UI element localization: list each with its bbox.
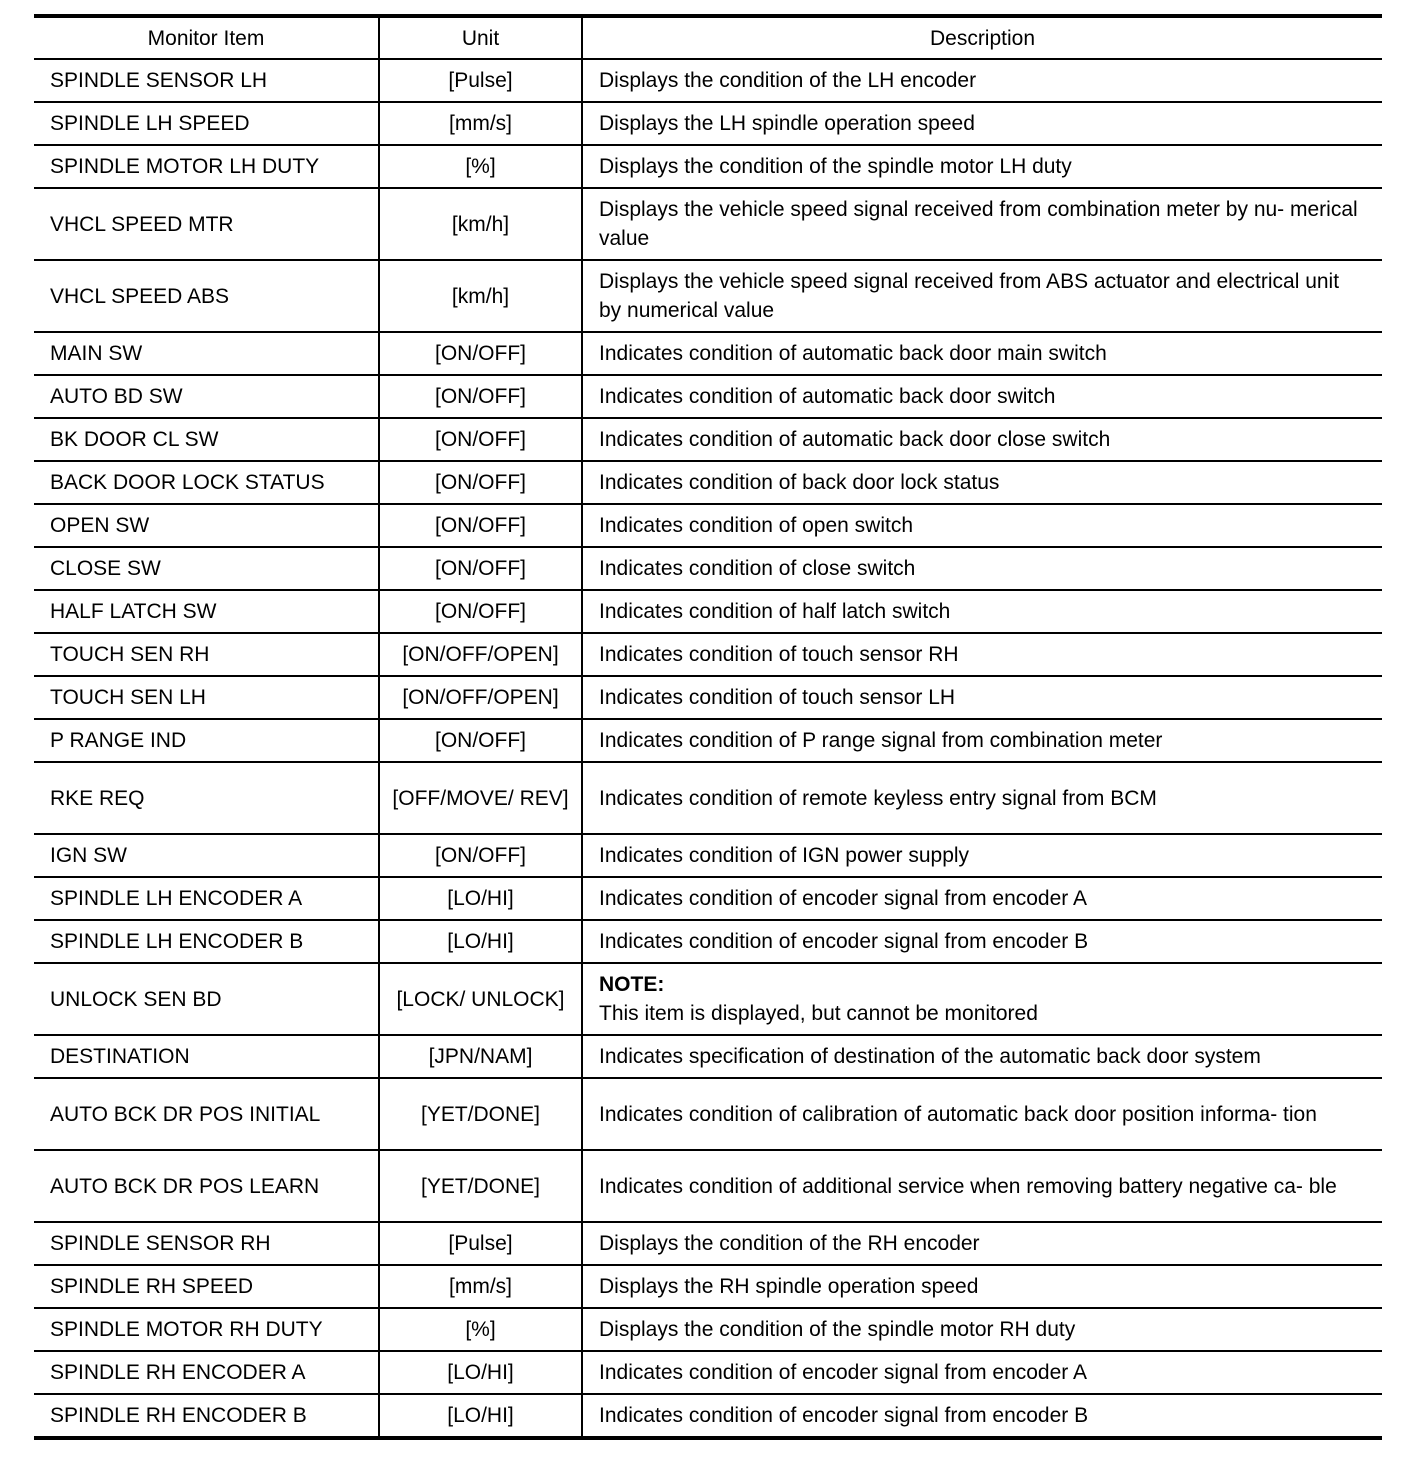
monitor-item-table bbox=[34, 14, 1382, 1440]
monitor-item-cell: UNLOCK SEN BD bbox=[34, 963, 379, 1035]
monitor-item-cell: AUTO BD SW bbox=[34, 375, 379, 418]
header-unit: Unit bbox=[379, 16, 582, 59]
unit-cell: [ON/OFF] bbox=[379, 332, 582, 375]
description-cell: Indicates condition of encoder signal from encoder B bbox=[582, 920, 1382, 963]
table-row bbox=[34, 260, 1382, 332]
description-cell: Indicates condition of IGN power supply bbox=[582, 834, 1382, 877]
monitor-item-cell: OPEN SW bbox=[34, 504, 379, 547]
monitor-item-cell: SPINDLE RH ENCODER A bbox=[34, 1351, 379, 1394]
unit-cell: [ON/OFF] bbox=[379, 461, 582, 504]
unit-cell: [mm/s] bbox=[379, 102, 582, 145]
table-row bbox=[34, 188, 1382, 260]
table-row bbox=[34, 102, 1382, 145]
description-cell: Indicates condition of remote keyless entry signal from BCM bbox=[582, 762, 1382, 834]
monitor-item-cell: P RANGE IND bbox=[34, 719, 379, 762]
table-row bbox=[34, 1150, 1382, 1222]
unit-cell: [mm/s] bbox=[379, 1265, 582, 1308]
description-cell: Indicates condition of touch sensor RH bbox=[582, 633, 1382, 676]
monitor-item-cell: VHCL SPEED MTR bbox=[34, 188, 379, 260]
unit-cell: [YET/DONE] bbox=[379, 1078, 582, 1150]
unit-cell: [Pulse] bbox=[379, 59, 582, 102]
monitor-item-cell: SPINDLE MOTOR RH DUTY bbox=[34, 1308, 379, 1351]
monitor-item-cell: SPINDLE LH ENCODER A bbox=[34, 877, 379, 920]
table-row bbox=[34, 1308, 1382, 1351]
table-row bbox=[34, 1035, 1382, 1078]
table-row bbox=[34, 418, 1382, 461]
unit-cell: [ON/OFF] bbox=[379, 418, 582, 461]
table-header-row bbox=[34, 16, 1382, 59]
table-row bbox=[34, 590, 1382, 633]
monitor-item-cell: SPINDLE RH ENCODER B bbox=[34, 1394, 379, 1438]
description-cell: Indicates condition of touch sensor LH bbox=[582, 676, 1382, 719]
unit-cell: [LO/HI] bbox=[379, 920, 582, 963]
description-cell: Displays the condition of the RH encoder bbox=[582, 1222, 1382, 1265]
description-cell: Displays the condition of the spindle motor RH duty bbox=[582, 1308, 1382, 1351]
description-cell: Indicates condition of automatic back door close switch bbox=[582, 418, 1382, 461]
unit-cell: [km/h] bbox=[379, 260, 582, 332]
monitor-item-cell: VHCL SPEED ABS bbox=[34, 260, 379, 332]
description-cell: Indicates condition of encoder signal from encoder B bbox=[582, 1394, 1382, 1438]
description-cell: Indicates condition of automatic back door switch bbox=[582, 375, 1382, 418]
unit-cell: [LO/HI] bbox=[379, 877, 582, 920]
monitor-item-cell: SPINDLE LH SPEED bbox=[34, 102, 379, 145]
table-row bbox=[34, 633, 1382, 676]
monitor-item-cell: DESTINATION bbox=[34, 1035, 379, 1078]
unit-cell: [ON/OFF] bbox=[379, 375, 582, 418]
description-cell: Displays the RH spindle operation speed bbox=[582, 1265, 1382, 1308]
description-cell: Displays the vehicle speed signal received from ABS actuator and electrical unit by numerical value bbox=[582, 260, 1382, 332]
description-cell: Displays the condition of the spindle motor LH duty bbox=[582, 145, 1382, 188]
description-cell: Indicates condition of additional service when removing battery negative ca- ble bbox=[582, 1150, 1382, 1222]
table-row bbox=[34, 963, 1382, 1035]
table-row bbox=[34, 1078, 1382, 1150]
description-cell: Indicates condition of close switch bbox=[582, 547, 1382, 590]
table-row bbox=[34, 504, 1382, 547]
description-cell: Indicates condition of calibration of automatic back door position informa- tion bbox=[582, 1078, 1382, 1150]
monitor-item-cell: SPINDLE MOTOR LH DUTY bbox=[34, 145, 379, 188]
unit-cell: [YET/DONE] bbox=[379, 1150, 582, 1222]
table-row bbox=[34, 461, 1382, 504]
monitor-item-cell: HALF LATCH SW bbox=[34, 590, 379, 633]
unit-cell: [ON/OFF/OPEN] bbox=[379, 633, 582, 676]
description-cell: Indicates condition of open switch bbox=[582, 504, 1382, 547]
unit-cell: [km/h] bbox=[379, 188, 582, 260]
description-cell: Indicates condition of encoder signal from encoder A bbox=[582, 877, 1382, 920]
unit-cell: [ON/OFF/OPEN] bbox=[379, 676, 582, 719]
table-row bbox=[34, 1222, 1382, 1265]
description-cell: Indicates specification of destination of the automatic back door system bbox=[582, 1035, 1382, 1078]
table-row bbox=[34, 877, 1382, 920]
header-monitor-item: Monitor Item bbox=[34, 16, 379, 59]
unit-cell: [LO/HI] bbox=[379, 1351, 582, 1394]
monitor-item-cell: RKE REQ bbox=[34, 762, 379, 834]
description-cell: Displays the condition of the LH encoder bbox=[582, 59, 1382, 102]
unit-cell: [ON/OFF] bbox=[379, 547, 582, 590]
table-row bbox=[34, 547, 1382, 590]
monitor-item-cell: TOUCH SEN LH bbox=[34, 676, 379, 719]
unit-cell: [Pulse] bbox=[379, 1222, 582, 1265]
unit-cell: [OFF/MOVE/ REV] bbox=[379, 762, 582, 834]
monitor-item-cell: AUTO BCK DR POS INITIAL bbox=[34, 1078, 379, 1150]
table-row bbox=[34, 920, 1382, 963]
table-row bbox=[34, 59, 1382, 102]
monitor-item-cell: SPINDLE SENSOR LH bbox=[34, 59, 379, 102]
table-row bbox=[34, 375, 1382, 418]
table-row bbox=[34, 332, 1382, 375]
monitor-item-cell: CLOSE SW bbox=[34, 547, 379, 590]
description-cell: Indicates condition of encoder signal from encoder A bbox=[582, 1351, 1382, 1394]
unit-cell: [ON/OFF] bbox=[379, 504, 582, 547]
unit-cell: [ON/OFF] bbox=[379, 719, 582, 762]
unit-cell: [JPN/NAM] bbox=[379, 1035, 582, 1078]
description-cell bbox=[582, 963, 1382, 1035]
unit-cell: [LO/HI] bbox=[379, 1394, 582, 1438]
unit-cell: [ON/OFF] bbox=[379, 590, 582, 633]
note-text: This item is displayed, but cannot be monitored bbox=[599, 1002, 1038, 1025]
table-row bbox=[34, 1265, 1382, 1308]
description-cell: Indicates condition of back door lock status bbox=[582, 461, 1382, 504]
unit-cell: [%] bbox=[379, 1308, 582, 1351]
monitor-item-cell: BK DOOR CL SW bbox=[34, 418, 379, 461]
unit-cell: [LOCK/ UNLOCK] bbox=[379, 963, 582, 1035]
table-row bbox=[34, 834, 1382, 877]
table-row bbox=[34, 676, 1382, 719]
monitor-item-cell: TOUCH SEN RH bbox=[34, 633, 379, 676]
table-row bbox=[34, 1351, 1382, 1394]
table-row bbox=[34, 719, 1382, 762]
monitor-item-cell: IGN SW bbox=[34, 834, 379, 877]
monitor-item-cell: SPINDLE RH SPEED bbox=[34, 1265, 379, 1308]
monitor-item-cell: SPINDLE LH ENCODER B bbox=[34, 920, 379, 963]
table-row bbox=[34, 1394, 1382, 1438]
monitor-item-cell: SPINDLE SENSOR RH bbox=[34, 1222, 379, 1265]
table-row bbox=[34, 762, 1382, 834]
description-cell: Indicates condition of automatic back door main switch bbox=[582, 332, 1382, 375]
description-cell: Displays the LH spindle operation speed bbox=[582, 102, 1382, 145]
monitor-item-cell: MAIN SW bbox=[34, 332, 379, 375]
note-label: NOTE: bbox=[599, 973, 665, 996]
description-cell: Displays the vehicle speed signal received from combination meter by nu- merical value bbox=[582, 188, 1382, 260]
header-description: Description bbox=[582, 16, 1382, 59]
monitor-item-cell: AUTO BCK DR POS LEARN bbox=[34, 1150, 379, 1222]
table-row bbox=[34, 145, 1382, 188]
unit-cell: [ON/OFF] bbox=[379, 834, 582, 877]
description-cell: Indicates condition of P range signal from combination meter bbox=[582, 719, 1382, 762]
unit-cell: [%] bbox=[379, 145, 582, 188]
description-cell: Indicates condition of half latch switch bbox=[582, 590, 1382, 633]
monitor-item-cell: BACK DOOR LOCK STATUS bbox=[34, 461, 379, 504]
